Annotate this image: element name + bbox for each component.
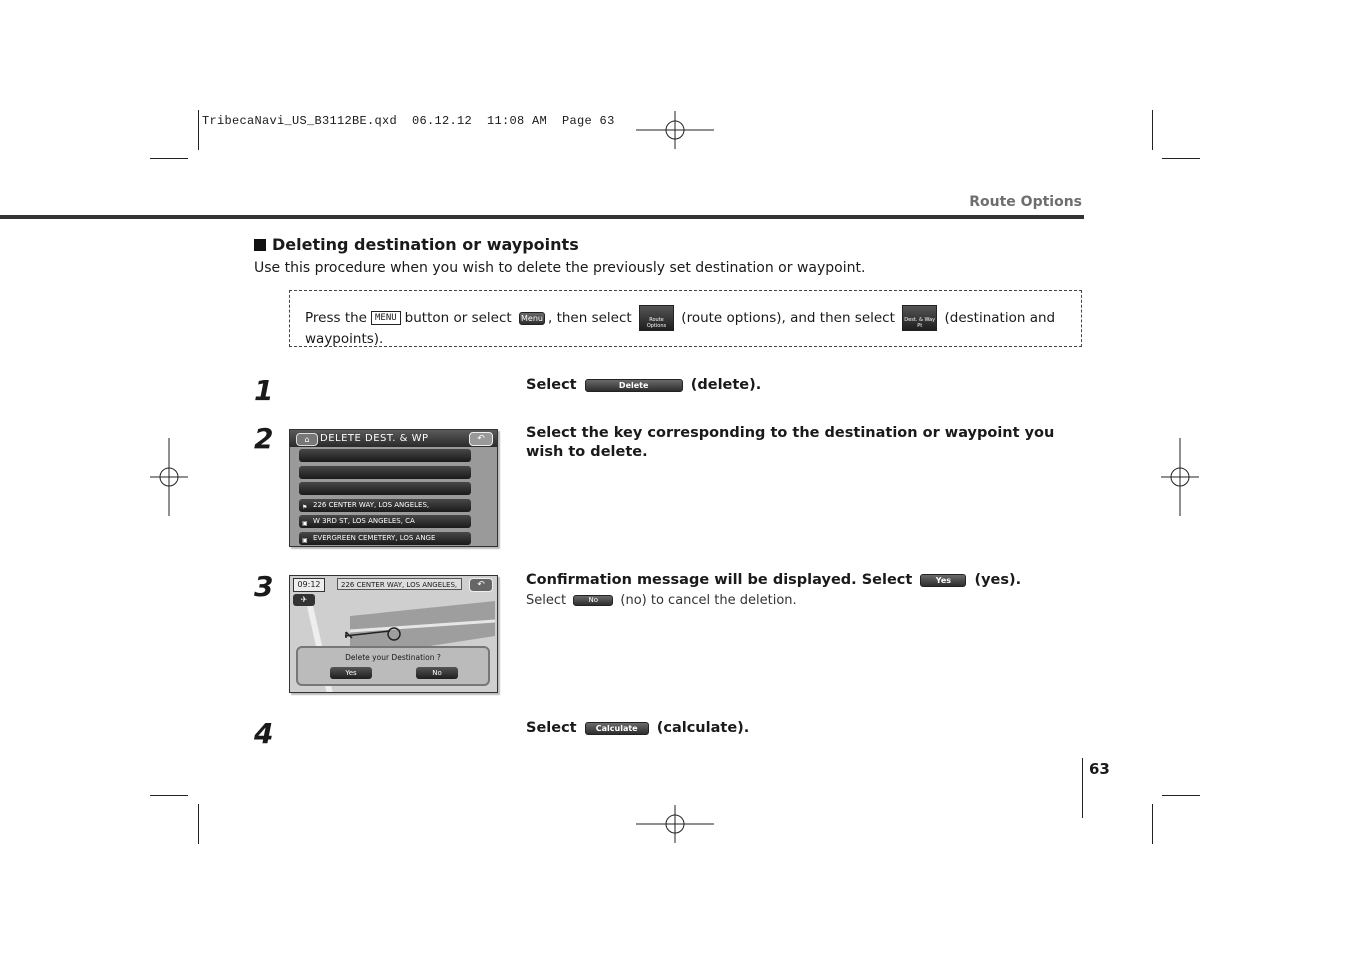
header-rule xyxy=(0,215,1084,219)
yes-button-icon: Yes xyxy=(920,574,966,587)
registration-mark-icon xyxy=(150,438,188,516)
step-number: 3 xyxy=(254,570,274,603)
step-number: 1 xyxy=(254,374,274,407)
intro-text: Use this procedure when you wish to delete the previously set destination or waypoint. xyxy=(254,260,866,276)
back-icon: ↶ xyxy=(469,578,493,592)
list-item: ▣ W 3RD ST, LOS ANGELES, CA xyxy=(299,515,471,528)
square-bullet-icon xyxy=(254,239,266,251)
crop-mark xyxy=(1152,804,1153,844)
dialog-message: Delete your Destination ? xyxy=(345,653,441,662)
no-button: No xyxy=(416,667,458,679)
home-icon: ⌂ xyxy=(296,433,318,446)
crop-mark xyxy=(198,110,199,150)
delete-button-icon: Delete xyxy=(585,379,683,392)
instruction-box: Press the MENU button or select Menu , then select Route Options (route options), and then select Dest. & Way Pt (destination and waypoints). xyxy=(289,290,1082,347)
step-3-text: Confirmation message will be displayed. Select Yes (yes). xyxy=(526,572,1022,588)
list-item: ▣ EVERGREEN CEMETERY, LOS ANGE xyxy=(299,532,471,545)
step-3-subtext: Select No (no) to cancel the deletion. xyxy=(526,593,797,608)
page-heading: Deleting destination or waypoints xyxy=(254,235,579,254)
page-number-rule xyxy=(1082,758,1083,818)
list-item: ⚑ 226 CENTER WAY, LOS ANGELES, xyxy=(299,499,471,512)
flag-icon: ⚑ xyxy=(302,504,308,511)
list-item xyxy=(299,449,471,462)
list-item xyxy=(299,482,471,495)
route-options-icon: Route Options xyxy=(639,305,674,331)
address-bar: 226 CENTER WAY, LOS ANGELES, xyxy=(337,578,462,590)
waypoint-icon: ▣ xyxy=(302,520,308,527)
step-4-text: Select Calculate (calculate). xyxy=(526,720,750,736)
destination-waypoints-icon: Dest. & Way Pt xyxy=(902,305,937,331)
yes-button: Yes xyxy=(330,667,372,679)
step-1-text: Select Delete (delete). xyxy=(526,377,762,393)
menu-button-icon: Menu xyxy=(519,312,545,325)
page-number: 63 xyxy=(1089,760,1110,778)
registration-mark-icon xyxy=(1161,438,1199,516)
registration-mark-icon xyxy=(636,111,714,149)
plane-icon: ✈ xyxy=(293,594,315,606)
crop-mark xyxy=(1152,110,1153,150)
delete-dest-screen xyxy=(289,429,498,547)
crop-mark xyxy=(198,804,199,844)
clock: 09:12 xyxy=(293,578,325,592)
menu-key-icon: MENU xyxy=(371,311,401,325)
confirm-dialog xyxy=(296,646,490,686)
section-title: Route Options xyxy=(969,194,1082,210)
step-number: 2 xyxy=(254,422,274,455)
crop-mark xyxy=(1162,795,1200,796)
back-icon: ↶ xyxy=(469,432,493,446)
list-item xyxy=(299,466,471,479)
file-slug: TribecaNavi_US_B3112BE.qxd 06.12.12 11:08 AM Page 63 xyxy=(202,114,615,128)
crop-mark xyxy=(1162,158,1200,159)
confirm-delete-screen xyxy=(289,575,498,693)
registration-mark-icon xyxy=(636,805,714,843)
screen-header: ⌂ DELETE DEST. & WP ↶ xyxy=(290,430,497,447)
no-button-icon: No xyxy=(573,595,613,606)
waypoint-icon: ▣ xyxy=(302,537,308,544)
crop-mark xyxy=(150,795,188,796)
step-2-text: Select the key corresponding to the destination or waypoint you wish to delete. xyxy=(526,425,1055,460)
calculate-button-icon: Calculate xyxy=(585,722,649,735)
step-number: 4 xyxy=(254,717,274,750)
crop-mark xyxy=(150,158,188,159)
